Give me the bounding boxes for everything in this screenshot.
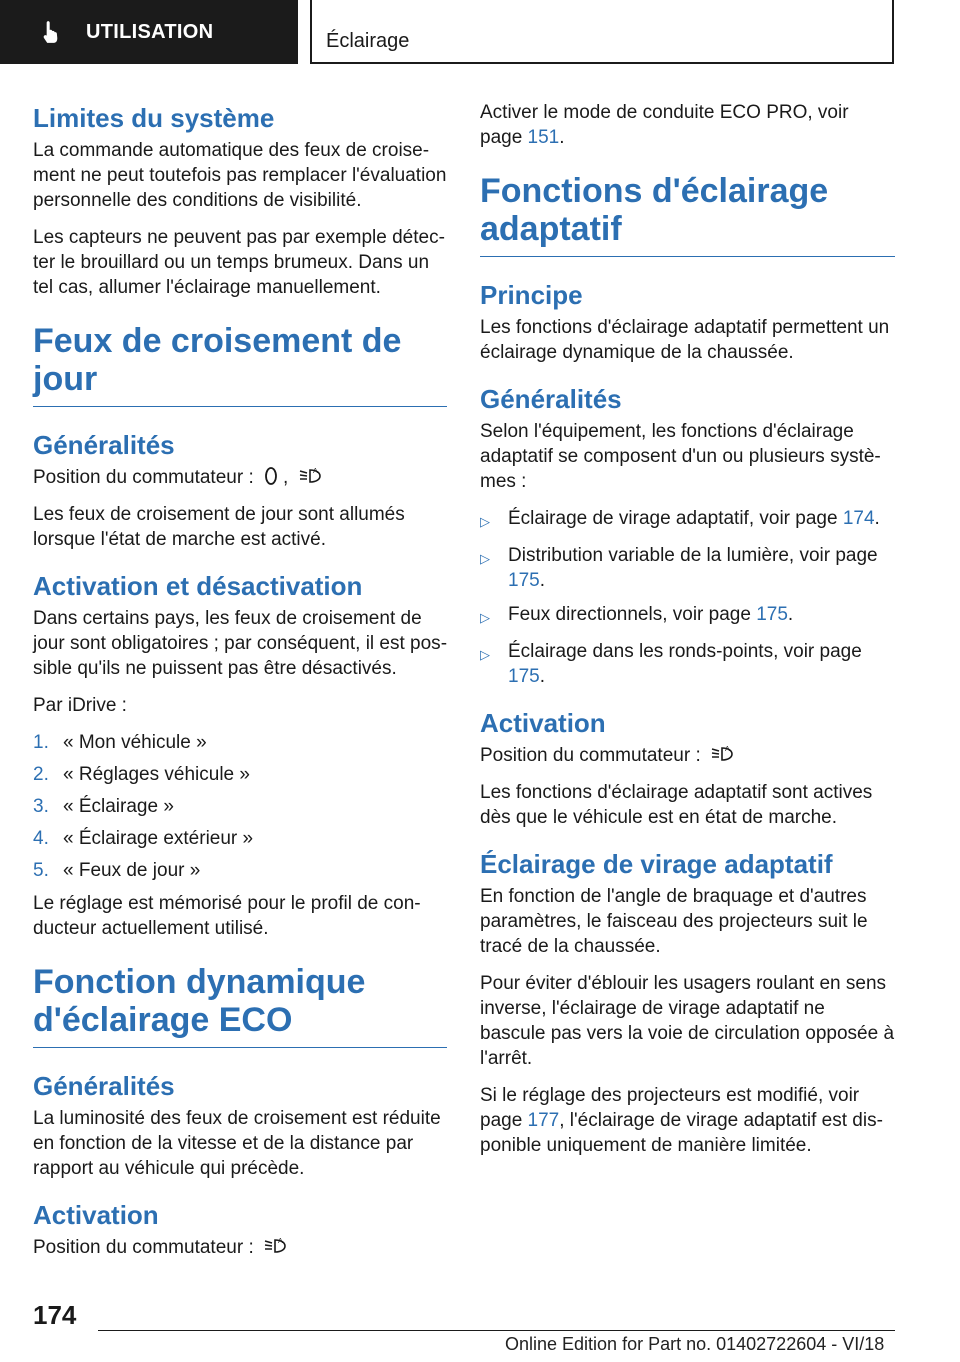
heading-limites: Limites du système [33, 103, 275, 133]
virage-paragraph-3: Si le réglage des projecteurs est modifié, voir page 177, l'éclairage de virage adaptatif est disponible uniquement de manière limitée. [480, 1085, 883, 1156]
heading-adaptatif: Fonctions d'éclairage adaptatif [480, 172, 895, 257]
heading-activation-eco: Activation [33, 1200, 159, 1230]
right-column [480, 100, 895, 1170]
switch-separator: , [283, 467, 289, 488]
memo-paragraph: Le réglage est mémorisé pour le profil de conducteur actuellement utilisé. [33, 893, 421, 939]
auto-headlight-icon [263, 1235, 289, 1257]
left-column [33, 100, 447, 1272]
triangle-bullet-icon: ▷ [480, 551, 490, 566]
list-item: ▷ Feux directionnels, voir page 175. [480, 602, 895, 630]
list-item: 5. « Feux de jour » [33, 860, 201, 881]
triangle-bullet-icon: ▷ [480, 514, 490, 529]
heading-eco: Fonction dynamique d'éclairage ECO [33, 963, 447, 1048]
page-header [0, 0, 960, 66]
heading-activation-desactivation: Activation et désactivation [33, 571, 363, 601]
hand-pointer-icon [38, 19, 64, 45]
generalites-adaptatif-paragraph: Selon l'équipement, les fonctions d'éclairage adaptatif se composent d'un ou plusieurs systèmes : [480, 421, 881, 492]
switch-position-zero-icon [263, 465, 279, 487]
heading-feux-jour: Feux de croisement de jour [33, 322, 447, 407]
switch-position-adaptatif [480, 743, 895, 768]
list-item: 2. « Réglages véhicule » [33, 764, 250, 785]
list-item: 4. « Éclairage extérieur » [33, 828, 254, 849]
page-link[interactable]: 175 [508, 666, 540, 687]
eco-pro-paragraph: Activer le mode de conduite ECO PRO, voir page 151. [480, 102, 849, 148]
auto-headlight-icon [710, 743, 736, 765]
list-item: ▷ Éclairage de virage adaptatif, voir page 174. [480, 506, 895, 534]
breadcrumb: Éclairage [326, 30, 410, 52]
section-title: UTILISATION [86, 20, 214, 43]
limites-paragraph-2: Les capteurs ne peuvent pas par exemple détecter le brouillard ou un temps brumeux. Dans un tel cas, allumer l'éclairage manuellement. [33, 227, 445, 298]
auto-headlight-icon [298, 465, 324, 487]
adaptive-systems-list [480, 506, 895, 689]
list-item: ▷ Éclairage dans les ronds-points, voir page 175. [480, 641, 862, 687]
idrive-steps-list [33, 730, 447, 883]
switch-label: Position du commutateur : [33, 467, 254, 488]
heading-generalites-adaptatif: Généralités [480, 384, 622, 414]
heading-virage: Éclairage de virage adaptatif [480, 849, 833, 879]
svg-text:A: A [312, 468, 318, 475]
triangle-bullet-icon: ▷ [480, 610, 490, 625]
virage-paragraph-2: Pour éviter d'éblouir les usagers roulant en sens inverse, l'éclairage de virage adaptatif ne bascule pas vers la voie de circulation opposée à l'arrêt. [480, 973, 895, 1069]
page-number: 174 [33, 1300, 77, 1330]
svg-text:A: A [278, 1238, 283, 1245]
eco-paragraph: La luminosité des feux de croisement est réduite en fonction de la vitesse et de la distance par rapport au véhicule qui précède. [33, 1108, 441, 1179]
virage-paragraph-1: En fonction de l'angle de braquage et d'autres paramètres, le faisceau des projecteurs suit le tracé de la chaussée. [480, 886, 868, 957]
heading-activation-adaptatif: Activation [480, 708, 606, 738]
switch-position-eco [33, 1235, 447, 1260]
triangle-bullet-icon: ▷ [480, 647, 490, 662]
page-link[interactable]: 151 [527, 127, 560, 148]
heading-generalites-eco: Généralités [33, 1071, 175, 1101]
switch-position-jour [33, 465, 447, 490]
list-item: 1. « Mon véhicule » [33, 732, 207, 753]
heading-principe: Principe [480, 280, 583, 310]
activation-paragraph: Dans certains pays, les feux de croisement de jour sont obligatoires ; par conséquent, il est possible qu'ils ne puissent pas être désactivés. [33, 608, 448, 679]
footer-divider [98, 1330, 895, 1331]
heading-generalites-jour: Généralités [33, 430, 175, 460]
activation-adaptatif-paragraph: Les fonctions d'éclairage adaptatif sont actives dès que le véhicule est en état de marche. [480, 782, 873, 828]
section-tab [0, 0, 298, 64]
switch-label: Position du commutateur : [480, 745, 701, 766]
breadcrumb-tab [310, 0, 894, 64]
idrive-label: Par iDrive : [33, 695, 127, 716]
switch-label: Position du commutateur : [33, 1237, 254, 1258]
edition-text: Online Edition for Part no. 01402722604 - VI/18 [505, 1334, 885, 1354]
feux-jour-paragraph: Les feux de croisement de jour sont allumés lorsque l'état de marche est activé. [33, 504, 405, 550]
principe-paragraph: Les fonctions d'éclairage adaptatif permettent un éclairage dynamique de la chaussée. [480, 317, 890, 363]
svg-text:A: A [725, 746, 730, 753]
limites-paragraph-1: La commande automatique des feux de croisement ne peut toutefois pas remplacer l'évaluation personnelle des conditions de visibilité. [33, 140, 447, 211]
page-link[interactable]: 174 [842, 508, 875, 529]
page-link[interactable]: 175 [508, 570, 540, 591]
page-link[interactable]: 177 [527, 1110, 560, 1131]
list-item: ▷ Distribution variable de la lumière, voir page 175. [480, 545, 878, 591]
page-link[interactable]: 175 [756, 604, 788, 625]
list-item: 3. « Éclairage » [33, 796, 174, 817]
